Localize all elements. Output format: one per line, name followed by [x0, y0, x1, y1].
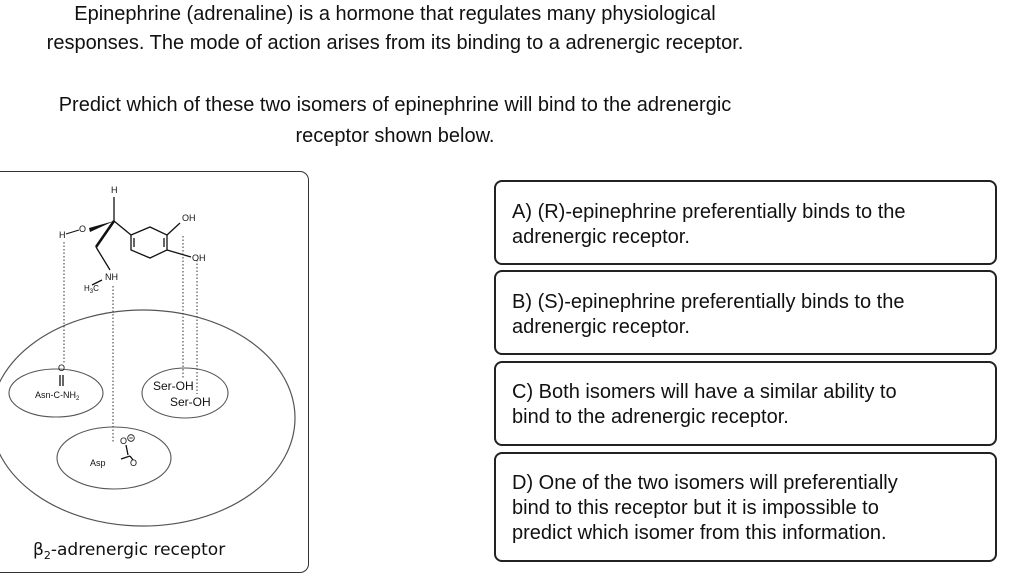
- option-a-line-1: A) (R)-epinephrine preferentially binds to the: [512, 201, 906, 223]
- option-d-line-2: bind to this receptor but it is impossible to: [512, 497, 879, 519]
- answer-option-d[interactable]: [494, 452, 997, 562]
- receptor-diagram-panel: [0, 171, 309, 573]
- answer-option-c[interactable]: [494, 361, 997, 446]
- question-line-2: receptor shown below.: [295, 125, 495, 147]
- receptor-caption: $\beta_2$-adrenergic receptor: [33, 540, 226, 562]
- option-d-line-3: predict which isomer from this information.: [512, 522, 887, 544]
- option-c-line-1: C) Both isomers will have a similar ability to: [512, 381, 897, 403]
- atom-nh: NH: [105, 272, 118, 282]
- asn-label: Asn-$C-NH_2$: [35, 390, 80, 402]
- asp-site: [57, 427, 171, 489]
- atom-oh-top: OH: [182, 213, 196, 223]
- option-b-line-1: B) (S)-epinephrine preferentially binds to the: [512, 291, 905, 313]
- ser-oh-label-1: Ser-OH: [153, 379, 194, 393]
- atom-h-hydroxyl: H: [59, 230, 66, 240]
- option-b-line-2: adrenergic receptor.: [512, 316, 690, 338]
- intro-line-2: responses. The mode of action arises from its binding to a adrenergic receptor.: [46, 32, 744, 54]
- question-text: [0, 90, 790, 152]
- atom-o-hydroxyl: O: [79, 224, 87, 234]
- option-d-line-1: D) One of the two isomers will preferentially: [512, 472, 898, 494]
- methyl-label: $H_3C$: [84, 284, 99, 295]
- atom-o-asp: O: [120, 436, 128, 446]
- ser-oh-label-2: Ser-OH: [170, 395, 211, 409]
- ser-site: [142, 368, 228, 418]
- intro-line-1: Epinephrine (adrenaline) is a hormone that regulates many physiological: [74, 3, 716, 25]
- receptor-diagram: [0, 172, 309, 573]
- atom-o-asn: O: [58, 363, 66, 373]
- option-a-line-2: adrenergic receptor.: [512, 226, 690, 248]
- atom-oh-bottom: OH: [192, 253, 206, 263]
- atom-h: H: [111, 185, 118, 195]
- option-c-line-2: bind to the adrenergic receptor.: [512, 406, 789, 428]
- answer-option-b[interactable]: [494, 270, 997, 355]
- epinephrine-structure: [60, 197, 191, 460]
- asp-o-double: O: [130, 458, 138, 468]
- asp-label: Asp: [90, 458, 106, 468]
- answer-option-a[interactable]: [494, 180, 997, 265]
- receptor-pocket: [0, 310, 295, 526]
- question-line-1: Predict which of these two isomers of epinephrine will bind to the adrenergic: [58, 94, 732, 116]
- intro-text: [0, 0, 790, 58]
